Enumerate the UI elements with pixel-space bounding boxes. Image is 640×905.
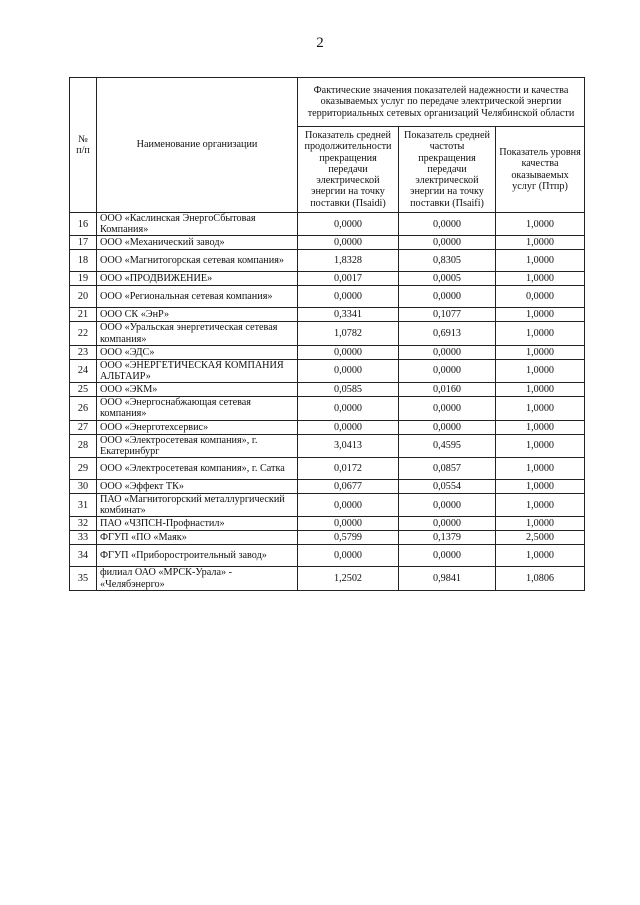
table-row: [70, 545, 585, 567]
row-number: 23: [70, 345, 97, 359]
saifi-value: 0,6913: [399, 322, 496, 345]
organization-name: ООО «Магнитогорская сетевая компания»: [97, 250, 298, 272]
saifi-value: 0,0160: [399, 383, 496, 397]
quality-value: 1,0806: [496, 567, 585, 590]
quality-value: 1,0000: [496, 420, 585, 434]
saifi-value: 0,0000: [399, 397, 496, 420]
saifi-value: 0,0005: [399, 272, 496, 286]
quality-value: 1,0000: [496, 397, 585, 420]
header-quality: Показатель уровня качества оказываемых услуг (Птпр): [496, 127, 585, 213]
row-number: 30: [70, 480, 97, 494]
organization-name: ООО «Каслинская ЭнергоСбытовая Компания»: [97, 213, 298, 236]
table-row: [70, 236, 585, 250]
row-number: 17: [70, 236, 97, 250]
saidi-value: 0,0677: [298, 480, 399, 494]
table-row: [70, 480, 585, 494]
table-row: [70, 308, 585, 322]
table-row: [70, 359, 585, 382]
quality-value: 1,0000: [496, 308, 585, 322]
saifi-value: 0,9841: [399, 567, 496, 590]
saifi-value: 0,8305: [399, 250, 496, 272]
saidi-value: 0,0000: [298, 286, 399, 308]
row-number: 35: [70, 567, 97, 590]
quality-value: 1,0000: [496, 345, 585, 359]
header-num: № п/п: [70, 78, 97, 213]
row-number: 31: [70, 494, 97, 517]
header-saifi: Показатель средней частоты прекращения передачи электрической энергии на точку поставки (Пsaifi): [399, 127, 496, 213]
row-number: 16: [70, 213, 97, 236]
table-row: [70, 322, 585, 345]
page-number: 2: [316, 35, 324, 51]
quality-value: 1,0000: [496, 494, 585, 517]
quality-value: 1,0000: [496, 359, 585, 382]
row-number: 20: [70, 286, 97, 308]
row-number: 28: [70, 434, 97, 457]
header-saidi: Показатель средней продолжительности прекращения передачи электрической энергии на точку поставки (Пsaidi): [298, 127, 399, 213]
organization-name: ООО СК «ЭнР»: [97, 308, 298, 322]
organization-name: ООО «Уральская энергетическая сетевая компания»: [97, 322, 298, 345]
saidi-value: 0,0585: [298, 383, 399, 397]
saifi-value: 0,0000: [399, 345, 496, 359]
quality-value: 1,0000: [496, 213, 585, 236]
organization-name: ООО «Энерготехсервис»: [97, 420, 298, 434]
saifi-value: 0,0554: [399, 480, 496, 494]
organization-name: ФГУП «ПО «Маяк»: [97, 531, 298, 545]
row-number: 25: [70, 383, 97, 397]
row-number: 34: [70, 545, 97, 567]
row-number: 21: [70, 308, 97, 322]
saifi-value: 0,0000: [399, 286, 496, 308]
saidi-value: 0,0000: [298, 494, 399, 517]
organization-name: ПАО «ЧЗПСН-Профнастил»: [97, 517, 298, 531]
row-number: 33: [70, 531, 97, 545]
table-header: [70, 78, 585, 213]
saifi-value: 0,4595: [399, 434, 496, 457]
quality-value: 1,0000: [496, 322, 585, 345]
quality-value: 1,0000: [496, 480, 585, 494]
saidi-value: 0,0000: [298, 517, 399, 531]
reliability-table: [69, 77, 585, 591]
table-row: [70, 397, 585, 420]
organization-name: ООО «Энергоснабжающая сетевая компания»: [97, 397, 298, 420]
table-row: [70, 345, 585, 359]
organization-name: ООО «ЭКМ»: [97, 383, 298, 397]
saifi-value: 0,0000: [399, 213, 496, 236]
organization-name: ООО «ЭДС»: [97, 345, 298, 359]
saidi-value: 0,0000: [298, 213, 399, 236]
saifi-value: 0,1077: [399, 308, 496, 322]
quality-value: 1,0000: [496, 458, 585, 480]
table-row: [70, 250, 585, 272]
row-number: 27: [70, 420, 97, 434]
row-number: 22: [70, 322, 97, 345]
organization-name: ООО «Эффект ТК»: [97, 480, 298, 494]
table-row: [70, 420, 585, 434]
table-row: [70, 567, 585, 590]
saidi-value: 1,8328: [298, 250, 399, 272]
quality-value: 1,0000: [496, 383, 585, 397]
row-number: 26: [70, 397, 97, 420]
table-row: [70, 213, 585, 236]
table-row: [70, 434, 585, 457]
saidi-value: 0,0172: [298, 458, 399, 480]
saifi-value: 0,0000: [399, 420, 496, 434]
organization-name: ООО «ЭНЕРГЕТИЧЕСКАЯ КОМПАНИЯ АЛЬТАИР»: [97, 359, 298, 382]
row-number: 18: [70, 250, 97, 272]
saifi-value: 0,0000: [399, 517, 496, 531]
saifi-value: 0,0000: [399, 359, 496, 382]
organization-name: филиал ОАО «МРСК-Урала» - «Челябэнерго»: [97, 567, 298, 590]
saidi-value: 0,3341: [298, 308, 399, 322]
saifi-value: 0,0000: [399, 494, 496, 517]
table-row: [70, 458, 585, 480]
organization-name: ФГУП «Приборостроительный завод»: [97, 545, 298, 567]
table-row: [70, 272, 585, 286]
table-body: [70, 213, 585, 591]
saidi-value: 3,0413: [298, 434, 399, 457]
row-number: 24: [70, 359, 97, 382]
organization-name: ООО «Механический завод»: [97, 236, 298, 250]
saidi-value: 0,0000: [298, 345, 399, 359]
quality-value: 1,0000: [496, 236, 585, 250]
organization-name: ООО «Региональная сетевая компания»: [97, 286, 298, 308]
row-number: 32: [70, 517, 97, 531]
table-row: [70, 494, 585, 517]
saidi-value: 0,0000: [298, 420, 399, 434]
row-number: 29: [70, 458, 97, 480]
saidi-value: 0,0000: [298, 236, 399, 250]
organization-name: ООО «Электросетевая компания», г. Екатеринбург: [97, 434, 298, 457]
saidi-value: 1,0782: [298, 322, 399, 345]
header-name: Наименование организации: [97, 78, 298, 213]
quality-value: 2,5000: [496, 531, 585, 545]
organization-name: ООО «Электросетевая компания», г. Сатка: [97, 458, 298, 480]
saidi-value: 0,0000: [298, 397, 399, 420]
saidi-value: 0,0000: [298, 359, 399, 382]
organization-name: ООО «ПРОДВИЖЕНИЕ»: [97, 272, 298, 286]
saifi-value: 0,1379: [399, 531, 496, 545]
quality-value: 0,0000: [496, 286, 585, 308]
row-number: 19: [70, 272, 97, 286]
saifi-value: 0,0000: [399, 545, 496, 567]
header-group: Фактические значения показателей надежности и качества оказываемых услуг по передаче электрической энергии территориальных сетевых организаций Челябинской области: [298, 78, 585, 127]
organization-name: ПАО «Магнитогорский металлургический комбинат»: [97, 494, 298, 517]
table-row: [70, 383, 585, 397]
table-row: [70, 531, 585, 545]
saifi-value: 0,0857: [399, 458, 496, 480]
table-row: [70, 286, 585, 308]
saifi-value: 0,0000: [399, 236, 496, 250]
saidi-value: 0,5799: [298, 531, 399, 545]
table-row: [70, 517, 585, 531]
saidi-value: 0,0000: [298, 545, 399, 567]
saidi-value: 1,2502: [298, 567, 399, 590]
quality-value: 1,0000: [496, 272, 585, 286]
quality-value: 1,0000: [496, 250, 585, 272]
quality-value: 1,0000: [496, 434, 585, 457]
saidi-value: 0,0017: [298, 272, 399, 286]
quality-value: 1,0000: [496, 517, 585, 531]
header-row-top: [70, 78, 585, 127]
quality-value: 1,0000: [496, 545, 585, 567]
